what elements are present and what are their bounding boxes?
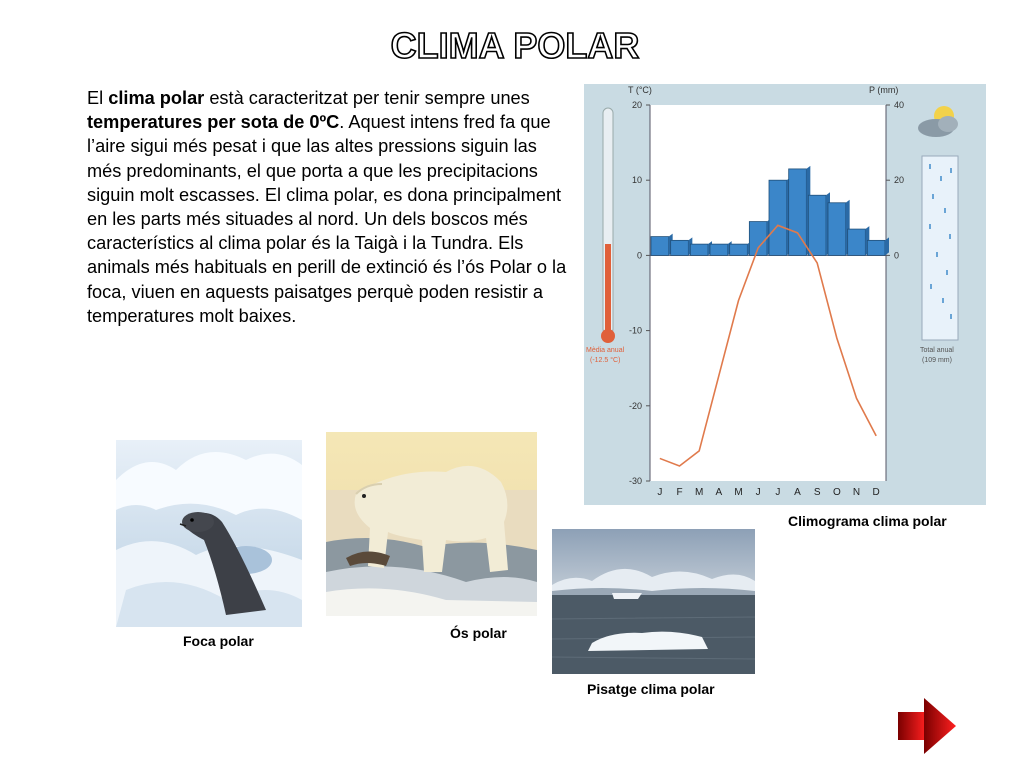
page-title: CLIMA POLAR <box>390 25 640 66</box>
text-part-1: El <box>87 88 109 108</box>
precip-bar-side <box>885 237 889 255</box>
climogram <box>584 84 986 505</box>
seal-photo <box>116 440 302 627</box>
plot-area <box>650 105 886 481</box>
precip-bar <box>671 240 689 255</box>
month-label: J <box>657 487 663 498</box>
month-label: N <box>852 487 861 498</box>
month-label: M <box>694 487 704 498</box>
bold-clima-polar: clima polar <box>108 88 205 108</box>
temp-tick-label: 0 <box>636 250 642 261</box>
month-label: D <box>872 487 880 498</box>
precip-bar <box>808 195 826 255</box>
temp-tick-label: 20 <box>631 100 642 110</box>
temp-tick-label: -30 <box>628 476 642 486</box>
bear-caption: Ós polar <box>450 625 507 641</box>
month-label: J <box>775 487 781 498</box>
text-part-3: . Aquest intens fred fa que l’aire sigui més pesat i que las altes pressions siguin las més predominants, el que porta a que les precipitacions siguin molt escasses. El clima polar, es dona principalment en les parts més situades al nord. Un dels boscos més característics al clima polar és la Taigà i la Tundra. Els animals més habituals en perill de extinció és l’ós Polar o la foca, viuen en aquests paisatges perquè poden resistir a temperatures molt baixes. <box>87 112 567 326</box>
precip-tick-label: 40 <box>894 100 905 110</box>
month-label: J <box>755 487 761 498</box>
precip-bar <box>749 222 767 256</box>
month-label: F <box>676 487 683 498</box>
climogram-caption: Climograma clima polar <box>788 513 947 529</box>
month-label: A <box>794 487 801 498</box>
precip-bar <box>710 244 728 255</box>
precip-tick-label: 20 <box>894 175 905 186</box>
precip-bar <box>730 244 748 255</box>
temp-tick-label: -20 <box>628 400 642 411</box>
precip-bar <box>867 240 885 255</box>
text-part-2: està caracteritzat per tenir sempre unes <box>204 88 530 108</box>
rain-gauge-icon <box>918 106 958 340</box>
precip-tick-label: 0 <box>894 250 900 261</box>
thermometer-label: Mèdia anual <box>586 347 625 354</box>
bear-photo <box>326 432 537 616</box>
thermometer-icon <box>601 108 615 343</box>
rain-value: (109 mm) <box>922 357 952 364</box>
body-paragraph <box>87 86 567 328</box>
climogram-chart <box>584 84 986 505</box>
precip-bar <box>828 203 846 256</box>
month-label: S <box>813 487 821 498</box>
precip-bar <box>848 229 866 255</box>
next-arrow-button[interactable] <box>896 696 958 756</box>
left-axis-label: T (°C) <box>628 85 652 95</box>
next-arrow-icon <box>896 696 958 756</box>
temp-tick-label: 10 <box>631 175 642 186</box>
right-axis-label: P (mm) <box>869 85 899 95</box>
precip-bar <box>651 237 669 256</box>
month-label: O <box>832 487 841 498</box>
month-label: A <box>715 487 723 498</box>
landscape-caption: Pisatge clima polar <box>587 681 715 697</box>
seal-caption: Foca polar <box>183 633 254 649</box>
landscape-photo <box>552 529 755 674</box>
bold-temperatures: temperatures per sota de 0ºC <box>87 112 340 133</box>
month-label: M <box>734 487 743 498</box>
temp-tick-label: -10 <box>628 325 642 336</box>
precip-bar <box>690 244 708 255</box>
rain-label: Total anual <box>920 347 954 354</box>
thermometer-value: (-12.5 °C) <box>590 357 621 364</box>
precip-bar <box>769 180 787 255</box>
